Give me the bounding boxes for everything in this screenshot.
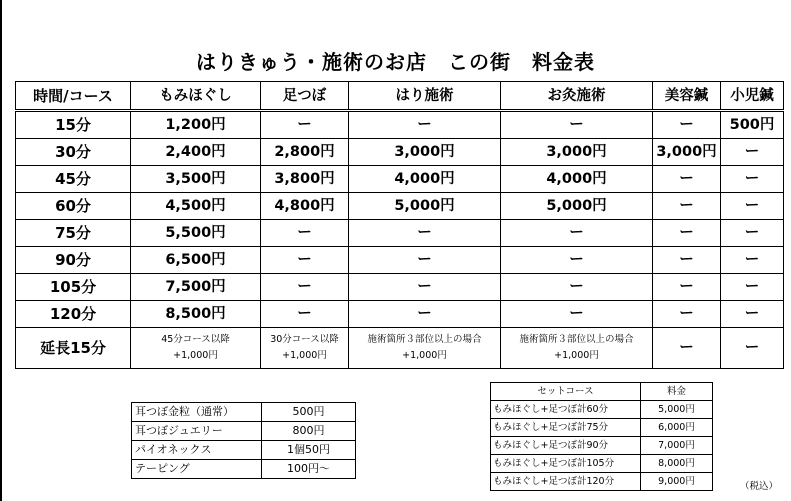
price-cell: ー — [261, 301, 349, 328]
extension-cell — [501, 328, 653, 369]
column-header: 足つぼ — [261, 82, 349, 111]
price-cell: 7,500円 — [131, 274, 261, 301]
table-row — [16, 166, 784, 193]
column-header: 美容鍼 — [653, 82, 721, 111]
set-course-price: 9,000円 — [641, 473, 713, 491]
price-cell: 3,800円 — [261, 166, 349, 193]
duration-cell: 75分 — [16, 220, 131, 247]
price-cell: ー — [349, 111, 501, 139]
set-course-table — [490, 382, 713, 491]
price-cell: ー — [653, 220, 721, 247]
extension-condition: 施術箇所３部位以上の場合 — [519, 334, 634, 345]
column-header: もみほぐし — [131, 82, 261, 111]
option-price: 100円～ — [262, 460, 356, 479]
duration-cell: 120分 — [16, 301, 131, 328]
options-price-table — [131, 402, 356, 479]
price-cell: ー — [653, 247, 721, 274]
price-cell: ー — [721, 274, 784, 301]
price-cell: ー — [653, 193, 721, 220]
extension-label: 延長15分 — [16, 328, 131, 369]
price-cell: ー — [501, 274, 653, 301]
price-cell: 4,500円 — [131, 193, 261, 220]
price-cell: 3,000円 — [501, 139, 653, 166]
price-cell: ー — [653, 301, 721, 328]
price-cell: ー — [349, 274, 501, 301]
extension-price: +1,000円 — [554, 350, 599, 361]
set-course-name: もみほぐし+足つぼ計60分 — [491, 401, 641, 419]
duration-cell: 60分 — [16, 193, 131, 220]
extension-price: +1,000円 — [173, 350, 218, 361]
price-cell: ー — [721, 166, 784, 193]
option-row — [132, 460, 356, 479]
price-cell: 5,000円 — [349, 193, 501, 220]
extension-condition: 30分コース以降 — [270, 334, 339, 345]
set-header-row — [491, 383, 713, 401]
set-row — [491, 419, 713, 437]
duration-cell: 30分 — [16, 139, 131, 166]
table-row — [16, 193, 784, 220]
price-cell: ー — [653, 328, 721, 369]
set-course-price: 6,000円 — [641, 419, 713, 437]
column-header: セットコース — [491, 383, 641, 401]
extension-condition: 45分コース以降 — [161, 334, 230, 345]
set-course-name: もみほぐし+足つぼ計120分 — [491, 473, 641, 491]
duration-cell: 15分 — [16, 111, 131, 139]
extension-cell — [349, 328, 501, 369]
extension-price: +1,000円 — [402, 350, 447, 361]
price-cell: 3,000円 — [349, 139, 501, 166]
price-cell: ー — [349, 247, 501, 274]
price-cell: 5,500円 — [131, 220, 261, 247]
price-table — [15, 81, 784, 369]
option-row — [132, 403, 356, 422]
price-cell: 2,800円 — [261, 139, 349, 166]
option-name: 耳つぼジュエリー — [132, 422, 262, 441]
price-cell: ー — [721, 301, 784, 328]
set-course-price: 5,000円 — [641, 401, 713, 419]
price-cell: ー — [653, 111, 721, 139]
set-course-price: 7,000円 — [641, 437, 713, 455]
table-row — [16, 274, 784, 301]
extension-cell — [131, 328, 261, 369]
set-row — [491, 455, 713, 473]
price-cell: ー — [653, 274, 721, 301]
price-cell: ー — [501, 111, 653, 139]
extension-condition: 施術箇所３部位以上の場合 — [367, 334, 482, 345]
table-row — [16, 111, 784, 139]
table-row — [16, 301, 784, 328]
set-row — [491, 473, 713, 491]
option-row — [132, 422, 356, 441]
price-cell: ー — [349, 301, 501, 328]
column-header: 料金 — [641, 383, 713, 401]
table-header-row — [16, 82, 784, 111]
price-cell: ー — [721, 328, 784, 369]
price-cell: ー — [653, 166, 721, 193]
set-course-name: もみほぐし+足つぼ計105分 — [491, 455, 641, 473]
extension-price: +1,000円 — [282, 350, 327, 361]
price-cell: 4,000円 — [349, 166, 501, 193]
set-row — [491, 401, 713, 419]
table-row — [16, 139, 784, 166]
price-cell: ー — [349, 220, 501, 247]
price-cell: ー — [261, 247, 349, 274]
column-header: はり施術 — [349, 82, 501, 111]
price-cell: 1,200円 — [131, 111, 261, 139]
option-name: テーピング — [132, 460, 262, 479]
price-cell: ー — [261, 111, 349, 139]
price-cell: 3,000円 — [653, 139, 721, 166]
option-name: 耳つぼ金粒（通常） — [132, 403, 262, 422]
option-price: 1個50円 — [262, 441, 356, 460]
column-header: お灸施術 — [501, 82, 653, 111]
price-cell: ー — [721, 193, 784, 220]
extension-cell — [261, 328, 349, 369]
extension-row — [16, 328, 784, 369]
table-row — [16, 247, 784, 274]
price-cell: ー — [721, 139, 784, 166]
page-title: はりきゅう・施術のお店 この街 料金表 — [196, 50, 595, 74]
price-cell: 8,500円 — [131, 301, 261, 328]
set-row — [491, 437, 713, 455]
price-cell: ー — [721, 247, 784, 274]
duration-cell: 90分 — [16, 247, 131, 274]
option-price: 800円 — [262, 422, 356, 441]
price-cell: ー — [501, 301, 653, 328]
column-header: 小児鍼 — [721, 82, 784, 111]
set-course-name: もみほぐし+足つぼ計90分 — [491, 437, 641, 455]
set-course-name: もみほぐし+足つぼ計75分 — [491, 419, 641, 437]
set-course-price: 8,000円 — [641, 455, 713, 473]
price-cell: 4,800円 — [261, 193, 349, 220]
price-cell: ー — [261, 274, 349, 301]
duration-cell: 45分 — [16, 166, 131, 193]
price-cell: ー — [261, 220, 349, 247]
price-cell: 3,500円 — [131, 166, 261, 193]
option-price: 500円 — [262, 403, 356, 422]
price-cell: ー — [501, 220, 653, 247]
price-cell: ー — [501, 247, 653, 274]
price-cell: 2,400円 — [131, 139, 261, 166]
left-border-line — [0, 0, 2, 501]
price-cell: 4,000円 — [501, 166, 653, 193]
table-row — [16, 220, 784, 247]
column-header: 時間/コース — [16, 82, 131, 111]
option-row — [132, 441, 356, 460]
tax-included-note: （税込） — [740, 481, 779, 492]
price-cell: ー — [721, 220, 784, 247]
duration-cell: 105分 — [16, 274, 131, 301]
option-name: パイオネックス — [132, 441, 262, 460]
price-cell: 500円 — [721, 111, 784, 139]
price-cell: 6,500円 — [131, 247, 261, 274]
price-cell: 5,000円 — [501, 193, 653, 220]
